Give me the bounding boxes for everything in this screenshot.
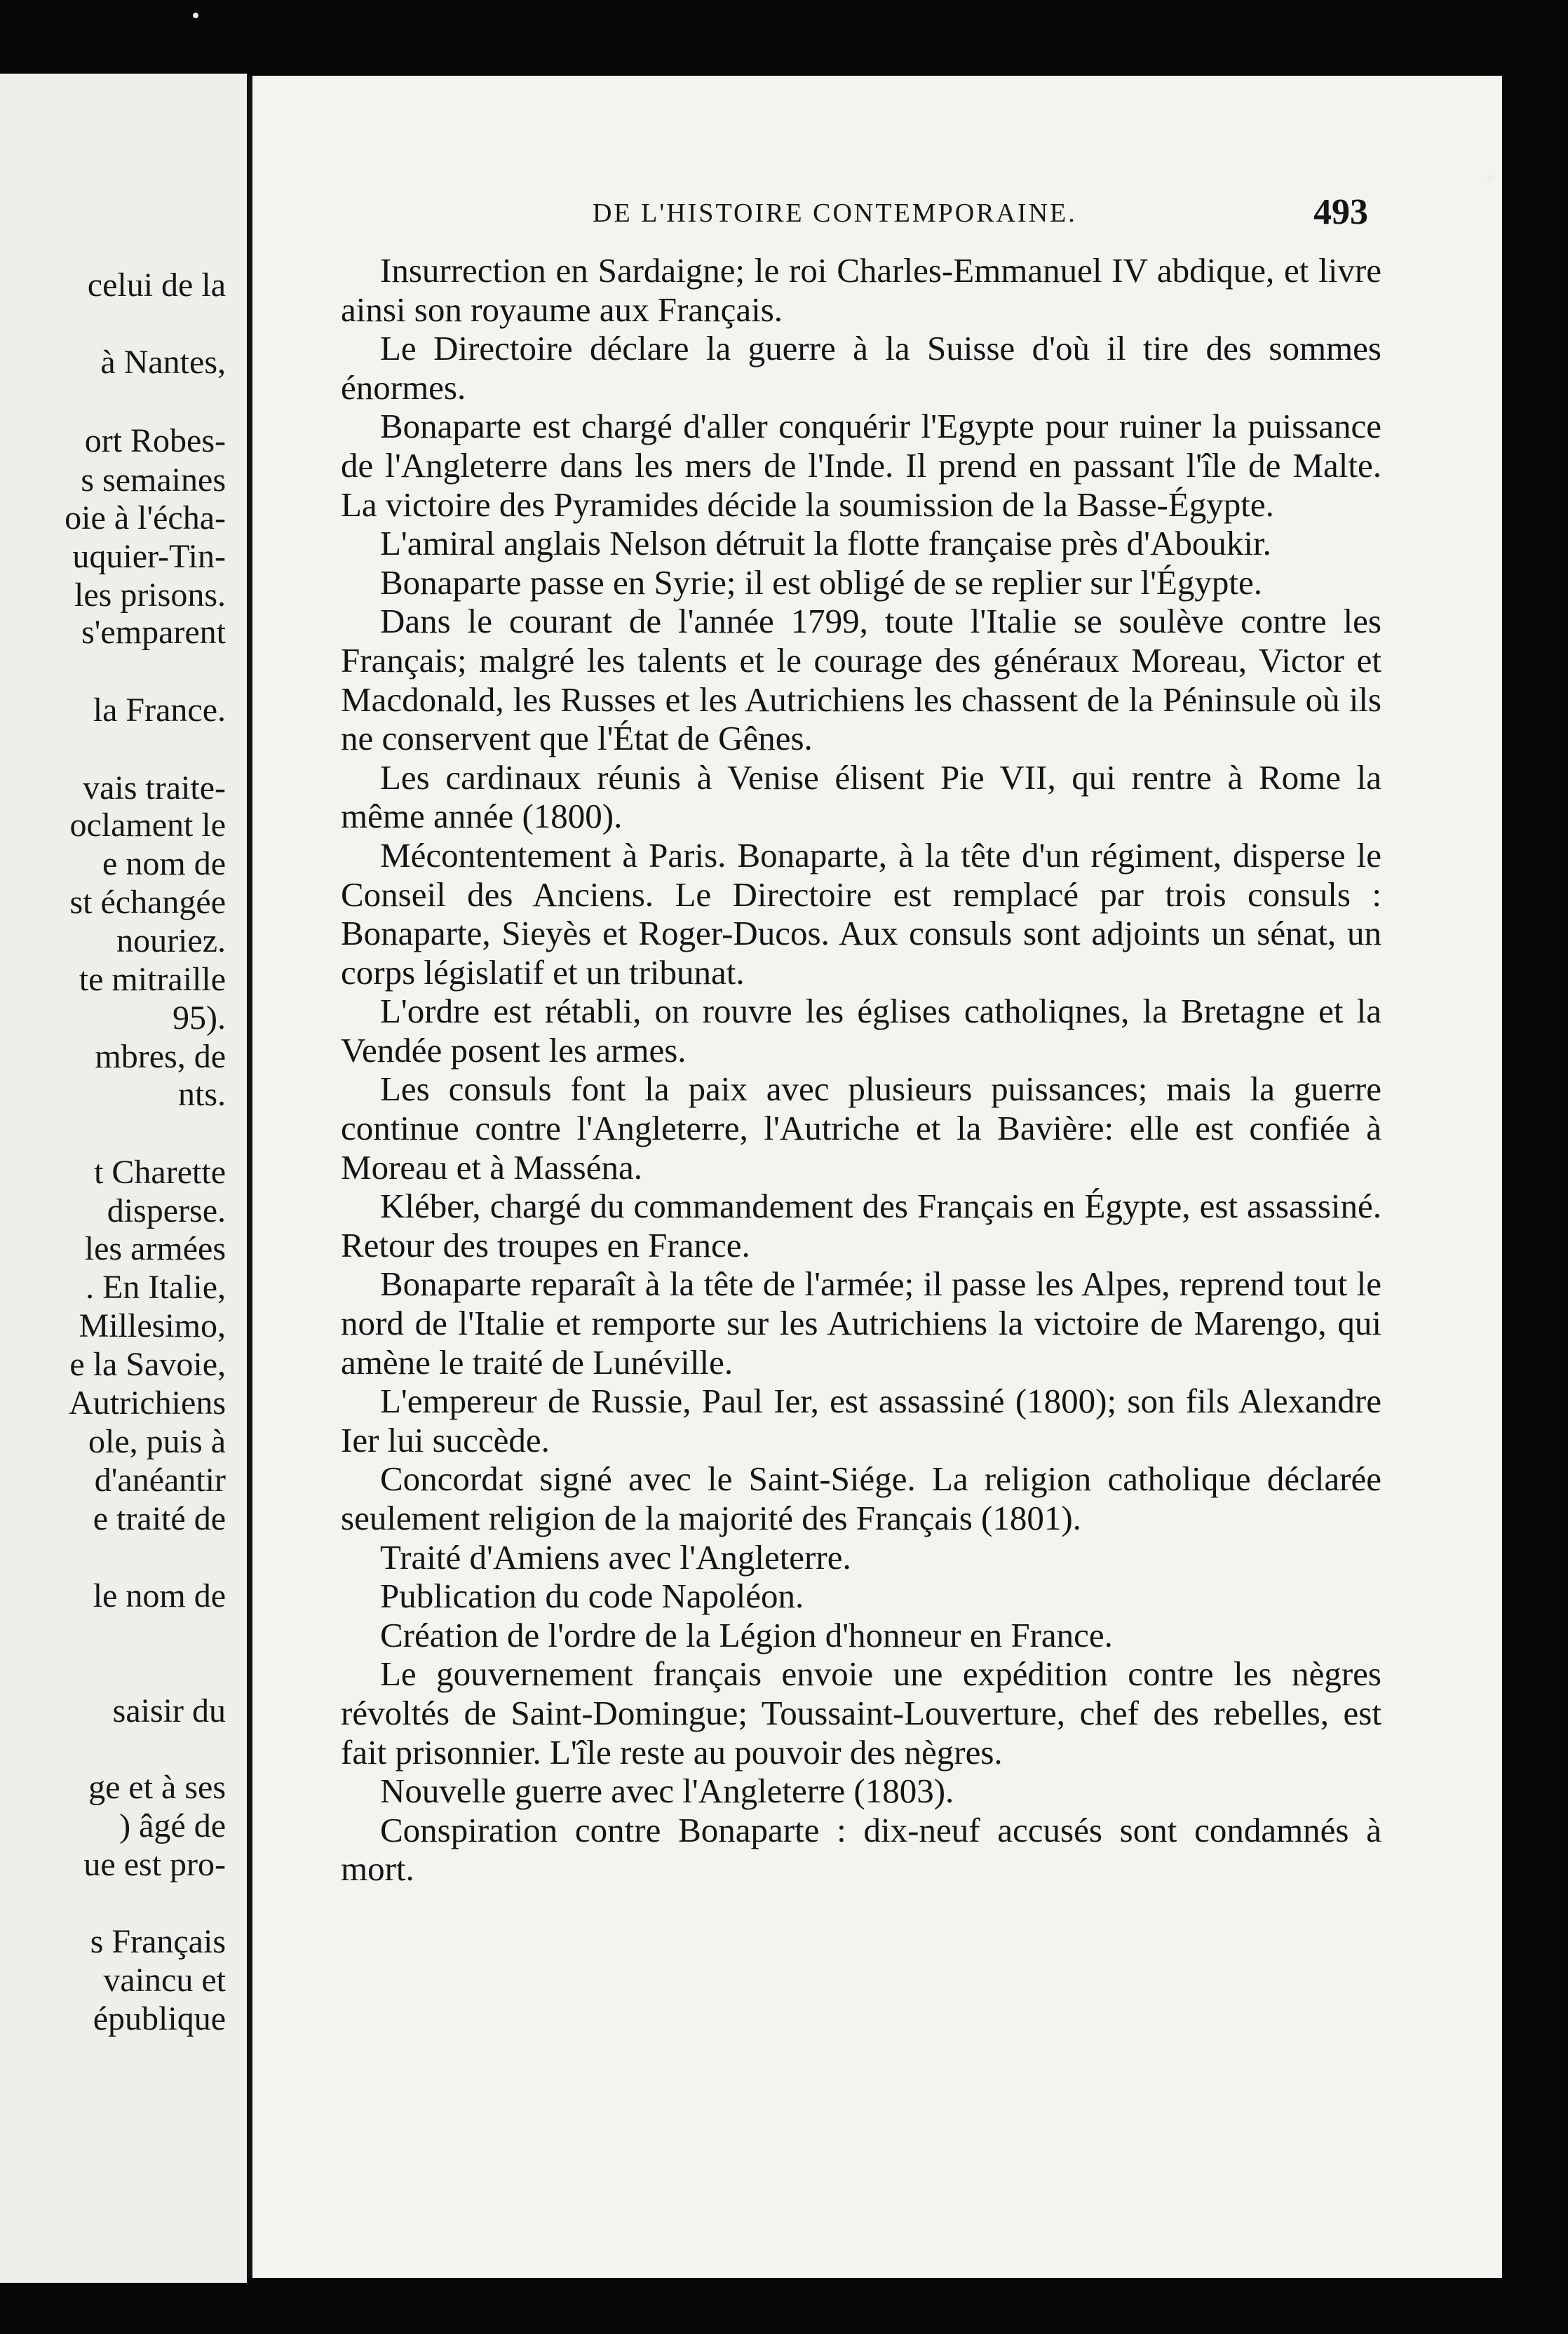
left-fragment: les armées xyxy=(84,1230,226,1267)
left-fragment: vaincu et xyxy=(103,1962,226,1999)
left-fragment: nts. xyxy=(177,1076,226,1113)
left-fragment: celui de la xyxy=(87,267,226,304)
left-fragment: la France. xyxy=(93,692,226,729)
left-fragment: à Nantes, xyxy=(100,344,226,381)
left-fragment: s'emparent xyxy=(81,614,226,651)
left-fragment: ole, puis à xyxy=(88,1423,226,1460)
paragraph: L'amiral anglais Nelson détruit la flotte française près d'Aboukir. xyxy=(380,524,1271,563)
paragraph: Nouvelle guerre avec l'Angleterre (1803). xyxy=(380,1772,954,1811)
left-fragment: ) âgé de xyxy=(119,1807,226,1844)
left-fragment: oclament le xyxy=(69,807,226,844)
left-fragment: e nom de xyxy=(102,845,226,882)
left-fragment: mbres, de xyxy=(95,1038,226,1075)
left-fragment: 95). xyxy=(173,999,226,1037)
left-fragment: disperse. xyxy=(107,1192,226,1229)
left-fragment: ge et à ses xyxy=(88,1769,226,1806)
paragraph: Insurrection en Sardaigne; le roi Charles-Emmanuel IV abdique, et livre ainsi son royaume aux Français. xyxy=(341,251,1381,329)
left-fragment: . En Italie, xyxy=(86,1269,226,1306)
scan-speck xyxy=(193,13,198,18)
chronology-text xyxy=(341,251,1381,1889)
left-fragment: uquier-Tin- xyxy=(72,538,226,575)
left-fragment: épublique xyxy=(93,2000,226,2037)
paragraph: Dans le courant de l'année 1799, toute l'Italie se soulève contre les Français; malgré les talents et le courage des généraux Moreau, Victor et Macdonald, les Russes et les Autrichiens les chassent de la Péninsule où ils ne conservent que l'État de Gênes. xyxy=(341,602,1381,758)
paragraph: Bonaparte passe en Syrie; il est obligé de se replier sur l'Égypte. xyxy=(380,562,1262,602)
left-fragment: le nom de xyxy=(93,1577,226,1614)
paragraph: Bonaparte reparaît à la tête de l'armée; il passe les Alpes, reprend tout le nord de l'Italie et remporte sur les Autrichiens la victoire de Marengo, qui amène le traité de Lunéville. xyxy=(341,1264,1381,1382)
paragraph: Création de l'ordre de la Légion d'honneur en France. xyxy=(380,1615,1113,1654)
left-fragment: t Charette xyxy=(94,1154,226,1191)
running-header: DE L'HISTOIRE CONTEMPORAINE. xyxy=(593,198,1077,228)
left-fragment: ort Robes- xyxy=(84,422,226,459)
left-fragment: st échangée xyxy=(69,884,226,921)
left-fragment: te mitraille xyxy=(79,961,226,998)
paragraph: L'ordre est rétabli, on rouvre les églises catholiqnes, la Bretagne et la Vendée posent les armes. xyxy=(341,992,1381,1070)
page-number: 493 xyxy=(1313,192,1368,232)
left-fragment: Millesimo, xyxy=(79,1307,226,1344)
paragraph: L'empereur de Russie, Paul Ier, est assassiné (1800); son fils Alexandre Ier lui succède. xyxy=(341,1382,1381,1459)
paragraph: Bonaparte est chargé d'aller conquérir l'Egypte pour ruiner la puissance de l'Angleterre dans les mers de l'Inde. Il prend en passant l'île de Malte. La victoire des Pyramides décide la soumission de la Basse-Égypte. xyxy=(341,407,1381,524)
paragraph: Le gouvernement français envoie une expédition contre les nègres révoltés de Saint-Domingue; Toussaint-Louverture, chef des rebelles, est fait prisonnier. L'île reste au pouvoir des nègres. xyxy=(341,1654,1381,1772)
paragraph: Concordat signé avec le Saint-Siége. La religion catholique déclarée seulement religion de la majorité des Français (1801). xyxy=(341,1459,1381,1537)
left-page-edge xyxy=(0,74,247,2283)
paragraph: Publication du code Napoléon. xyxy=(380,1577,804,1616)
left-fragment: oie à l'écha- xyxy=(65,499,226,537)
left-fragment: saisir du xyxy=(112,1692,226,1729)
paragraph: Traité d'Amiens avec l'Angleterre. xyxy=(380,1537,851,1577)
left-fragment: ue est pro- xyxy=(83,1846,226,1883)
paragraph: Le Directoire déclare la guerre à la Suisse d'où il tire des sommes énormes. xyxy=(341,329,1381,407)
left-fragment: vais traite- xyxy=(83,769,226,807)
left-fragment: d'anéantir xyxy=(94,1462,226,1499)
left-fragment: s Français xyxy=(90,1923,226,1960)
paragraph: Mécontentement à Paris. Bonaparte, à la tête d'un régiment, disperse le Conseil des Anciens. Le Directoire est remplacé par trois consuls : Bonaparte, Sieyès et Roger-Ducos. Aux consuls sont adjoints un sénat, un corps législatif et un tribunat. xyxy=(341,835,1381,992)
paragraph: Les cardinaux réunis à Venise élisent Pie VII, qui rentre à Rome la même année (1800). xyxy=(341,757,1381,836)
left-fragment: Autrichiens xyxy=(69,1384,226,1422)
paragraph: Conspiration contre Bonaparte : dix-neuf accusés sont condamnés à mort. xyxy=(341,1810,1381,1889)
left-fragment: e traité de xyxy=(93,1500,226,1537)
left-fragment: les prisons. xyxy=(74,576,226,614)
left-fragment: nouriez. xyxy=(116,922,226,959)
left-fragment: s semaines xyxy=(81,461,226,499)
scan-speck xyxy=(1487,175,1494,182)
paragraph: Les consuls font la paix avec plusieurs puissances; mais la guerre continue contre l'Angleterre, l'Autriche et la Bavière: elle est confiée à Moreau et à Masséna. xyxy=(341,1070,1381,1187)
left-fragment: e la Savoie, xyxy=(69,1346,226,1383)
paragraph: Kléber, chargé du commandement des Français en Égypte, est assassiné. Retour des troupes en France. xyxy=(341,1187,1381,1264)
